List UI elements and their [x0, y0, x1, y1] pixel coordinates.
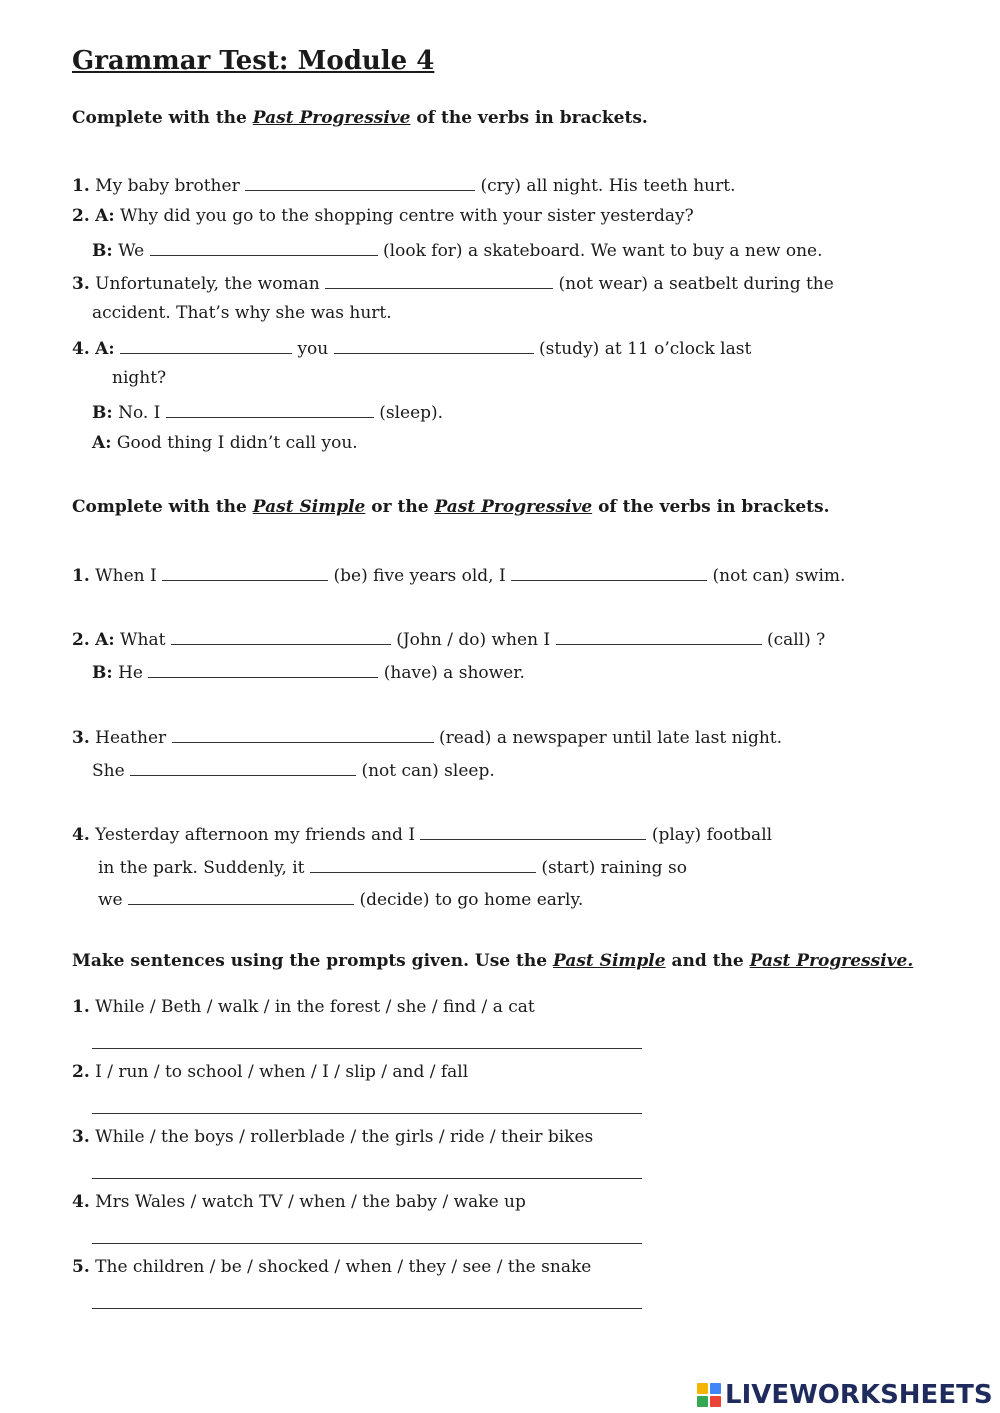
- answer-line[interactable]: [92, 1048, 642, 1049]
- answer-blank[interactable]: [150, 236, 378, 256]
- exercise-item: [92, 398, 443, 422]
- item-text: (have) a shower.: [383, 663, 525, 683]
- item-number: 3.: [72, 1127, 90, 1147]
- instruction-text: of the verbs in brackets.: [592, 497, 830, 517]
- item-text: (study) at 11 o’clock last: [539, 339, 752, 359]
- exercise-item: [72, 820, 772, 844]
- answer-blank[interactable]: [130, 756, 356, 776]
- item-text: (play) football: [651, 825, 773, 845]
- item-number: 4.: [72, 1192, 90, 1212]
- tense-label: Past Progressive: [434, 497, 593, 517]
- item-text: Unfortunately, the woman: [95, 274, 320, 294]
- speaker-label: B:: [92, 663, 113, 683]
- exercise-item: [92, 756, 495, 780]
- item-text: (sleep).: [379, 403, 444, 423]
- exercise-item: [72, 171, 736, 195]
- section-2-instruction: [72, 497, 830, 517]
- item-text: (not can) swim.: [712, 566, 846, 586]
- instruction-text: Complete with the: [72, 108, 253, 128]
- item-text: (not wear) a seatbelt during the: [558, 274, 834, 294]
- exercise-item: [72, 625, 825, 649]
- tense-label: Past Progressive.: [749, 951, 914, 971]
- prompt-item: [72, 1060, 468, 1084]
- item-text: Good thing I didn’t call you.: [116, 433, 358, 453]
- tense-label: Past Simple: [252, 497, 366, 517]
- item-text: you: [297, 339, 329, 359]
- answer-blank[interactable]: [171, 625, 391, 645]
- prompt-item: [72, 1125, 593, 1149]
- item-text: (call) ?: [766, 630, 826, 650]
- item-text: Yesterday afternoon my friends and I: [95, 825, 416, 845]
- prompt-item: [72, 1190, 526, 1214]
- item-number: 1.: [72, 997, 90, 1017]
- answer-line[interactable]: [92, 1243, 642, 1244]
- item-text: (John / do) when I: [396, 630, 551, 650]
- liveworksheets-logo: [697, 1378, 993, 1412]
- answer-blank[interactable]: [420, 820, 646, 840]
- item-text: Heather: [95, 728, 167, 748]
- exercise-item: [72, 204, 694, 228]
- tense-label: Past Simple: [553, 951, 666, 971]
- item-text: When I: [95, 566, 157, 586]
- answer-blank[interactable]: [128, 885, 354, 905]
- answer-blank[interactable]: [334, 334, 534, 354]
- exercise-item: [92, 658, 525, 682]
- answer-blank[interactable]: [310, 853, 536, 873]
- item-number: 1.: [72, 566, 90, 586]
- instruction-text: Complete with the: [72, 497, 253, 517]
- item-text: While / the boys / rollerblade / the girls / ride / their bikes: [95, 1127, 594, 1147]
- item-text: Mrs Wales / watch TV / when / the baby / wake up: [95, 1192, 526, 1212]
- item-text: accident. That’s why she was hurt.: [92, 303, 392, 323]
- item-number: 2.: [72, 630, 90, 650]
- item-number: 5.: [72, 1257, 90, 1277]
- item-text: Why did you go to the shopping centre with your sister yesterday?: [120, 206, 694, 226]
- item-text: She: [92, 761, 125, 781]
- item-text: We: [118, 241, 145, 261]
- exercise-item: [72, 561, 845, 585]
- item-text: night?: [112, 368, 167, 388]
- item-text: (start) raining so: [541, 858, 687, 878]
- exercise-item: [72, 269, 834, 293]
- answer-blank[interactable]: [148, 658, 378, 678]
- item-number: 2.: [72, 206, 90, 226]
- page-title: Grammar Test: Module 4: [72, 46, 435, 76]
- item-number: 3.: [72, 274, 90, 294]
- logo-square: [697, 1383, 708, 1394]
- answer-line[interactable]: [92, 1308, 642, 1309]
- exercise-item: [92, 236, 823, 260]
- item-text: (not can) sleep.: [361, 761, 495, 781]
- item-text: (decide) to go home early.: [359, 890, 584, 910]
- speaker-label: A:: [92, 433, 112, 453]
- speaker-label: B:: [92, 241, 113, 261]
- exercise-item: [98, 853, 687, 877]
- section-1-instruction: [72, 108, 648, 128]
- answer-blank[interactable]: [556, 625, 762, 645]
- instruction-text: of the verbs in brackets.: [410, 108, 648, 128]
- item-text: The children / be / shocked / when / they / see / the snake: [95, 1257, 592, 1277]
- item-text: in the park. Suddenly, it: [98, 858, 305, 878]
- logo-icon: [697, 1383, 721, 1407]
- exercise-item: [92, 431, 358, 455]
- answer-blank[interactable]: [166, 398, 374, 418]
- instruction-text: Make sentences using the prompts given. Use the: [72, 951, 553, 971]
- exercise-item: [72, 723, 782, 747]
- logo-square: [697, 1396, 708, 1407]
- item-text: I / run / to school / when / I / slip / and / fall: [95, 1062, 469, 1082]
- item-number: 2.: [72, 1062, 90, 1082]
- item-text: (be) five years old, I: [333, 566, 506, 586]
- tense-label: Past Progressive: [252, 108, 411, 128]
- exercise-item: [92, 301, 392, 325]
- answer-line[interactable]: [92, 1178, 642, 1179]
- answer-blank[interactable]: [120, 334, 292, 354]
- speaker-label: A:: [95, 630, 115, 650]
- item-text: He: [118, 663, 143, 683]
- section-3-instruction: [72, 951, 913, 971]
- item-number: 4.: [72, 825, 90, 845]
- item-text: (cry) all night. His teeth hurt.: [480, 176, 736, 196]
- item-number: 3.: [72, 728, 90, 748]
- logo-square: [710, 1396, 721, 1407]
- answer-line[interactable]: [92, 1113, 642, 1114]
- exercise-item: [112, 366, 166, 390]
- item-text: My baby brother: [95, 176, 240, 196]
- answer-blank[interactable]: [172, 723, 434, 743]
- prompt-item: [72, 995, 535, 1019]
- item-text: No. I: [118, 403, 161, 423]
- answer-blank[interactable]: [245, 171, 475, 191]
- answer-blank[interactable]: [162, 561, 328, 581]
- answer-blank[interactable]: [511, 561, 707, 581]
- item-text: While / Beth / walk / in the forest / she / find / a cat: [95, 997, 535, 1017]
- instruction-text: or the: [365, 497, 435, 517]
- item-number: 4.: [72, 339, 90, 359]
- logo-square: [710, 1383, 721, 1394]
- exercise-item: [98, 885, 583, 909]
- item-text: we: [98, 890, 123, 910]
- instruction-text: and the: [665, 951, 750, 971]
- prompt-item: [72, 1255, 591, 1279]
- speaker-label: A:: [95, 206, 115, 226]
- answer-blank[interactable]: [325, 269, 553, 289]
- logo-text: LIVEWORKSHEETS: [725, 1380, 993, 1410]
- item-text: What: [120, 630, 166, 650]
- item-text: (look for) a skateboard. We want to buy a new one.: [383, 241, 823, 261]
- exercise-item: [72, 334, 751, 358]
- speaker-label: B:: [92, 403, 113, 423]
- item-number: 1.: [72, 176, 90, 196]
- speaker-label: A:: [95, 339, 115, 359]
- item-text: (read) a newspaper until late last night.: [438, 728, 783, 748]
